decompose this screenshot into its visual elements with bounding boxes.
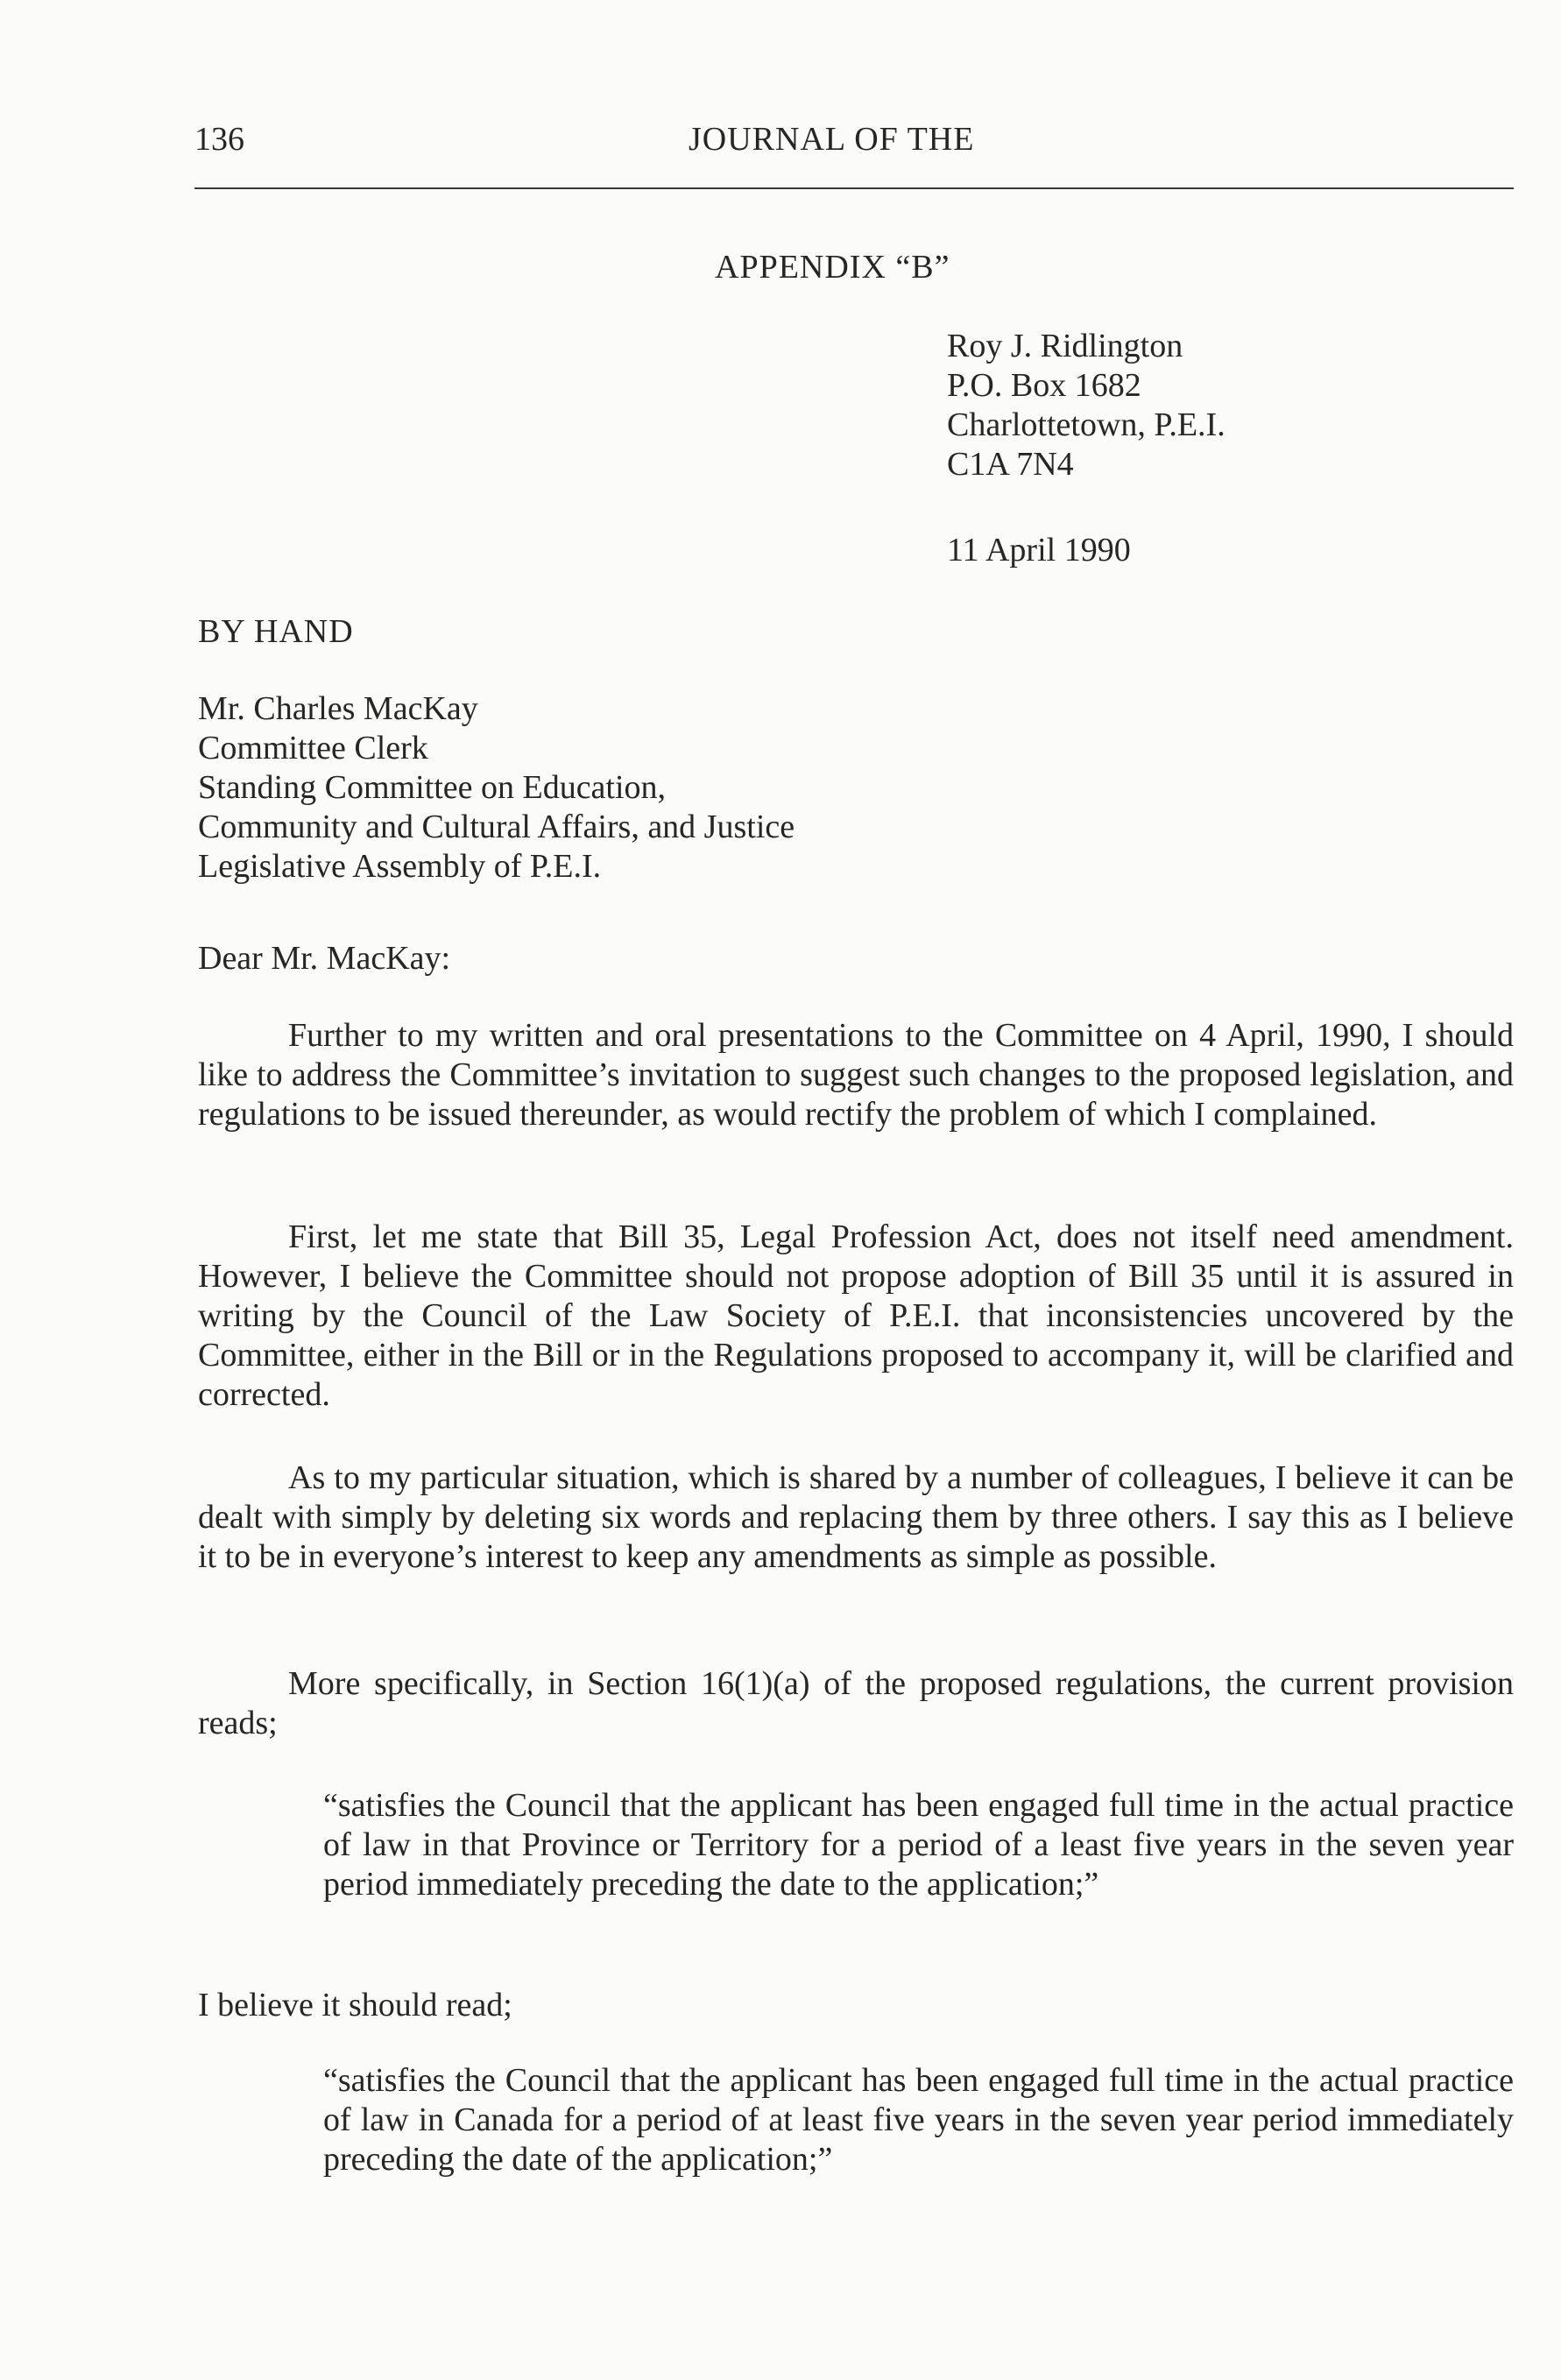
- sender-name: Roy J. Ridlington: [947, 328, 1183, 364]
- recipient-committee-line-2: Community and Cultural Affairs, and Justice: [198, 809, 795, 845]
- transition-line: I believe it should read;: [198, 1987, 512, 2023]
- paragraph-1-text: Further to my written and oral presentations to the Committee on 4 April, 1990, I should like to address the Committee’s invitation to suggest such changes to the proposed legislation, and regulations to be issued thereunder, as would rectify the problem of which I complained.: [198, 1017, 1514, 1133]
- sender-postal-code: C1A 7N4: [947, 446, 1074, 483]
- appendix-title: APPENDIX “B”: [715, 249, 950, 286]
- recipient-title: Committee Clerk: [198, 730, 428, 766]
- recipient-name: Mr. Charles MacKay: [198, 690, 478, 727]
- paragraph-2-text: First, let me state that Bill 35, Legal Profession Act, does not itself need amendment. However, I believe the Committee should not propose adoption of Bill 35 until it is assured in writing by the Council of the Law Society of P.E.I. that inconsistencies uncovered by the Committee, either in the Bill or in the Regulations proposed to accompany it, will be clarified and corrected.: [198, 1218, 1514, 1413]
- recipient-address: [198, 689, 795, 886]
- salutation: Dear Mr. MacKay:: [198, 940, 451, 977]
- page-number: 136: [194, 121, 244, 158]
- recipient-committee-line-1: Standing Committee on Education,: [198, 769, 667, 806]
- paragraph-1: [198, 1016, 1514, 1134]
- sender-city: Charlottetown, P.E.I.: [947, 406, 1225, 443]
- recipient-body: Legislative Assembly of P.E.I.: [198, 848, 602, 885]
- paragraph-3: [198, 1458, 1514, 1577]
- letter-date: 11 April 1990: [947, 532, 1131, 569]
- paragraph-4-text: More specifically, in Section 16(1)(a) of the proposed regulations, the current provision reads;: [198, 1665, 1514, 1741]
- quote-current-text: “satisfies the Council that the applicant has been engaged full time in the actual practice of law in that Province or Territory for a period of a least five years in the seven year period immediately preceding the date to the application;”: [323, 1787, 1514, 1903]
- header-rule: [194, 187, 1514, 189]
- quote-proposed-text: “satisfies the Council that the applicant has been engaged full time in the actual practice of law in Canada for a period of at least five years in the seven year period immediately preceding the date of the application;”: [323, 2062, 1514, 2178]
- journal-title: JOURNAL OF THE: [689, 121, 975, 158]
- paragraph-3-text: As to my particular situation, which is shared by a number of colleagues, I believe it can be dealt with simply by deleting six words and replacing them by three others. I say this as I believe it to be in everyone’s interest to keep any amendments as simple as possible.: [198, 1459, 1514, 1575]
- quote-current-provision: [323, 1786, 1514, 1904]
- paragraph-4: [198, 1664, 1514, 1743]
- sender-po-box: P.O. Box 1682: [947, 367, 1141, 404]
- quote-proposed-provision: [323, 2061, 1514, 2179]
- delivery-method: BY HAND: [198, 613, 354, 650]
- sender-address: [947, 327, 1225, 484]
- paragraph-2: [198, 1218, 1514, 1415]
